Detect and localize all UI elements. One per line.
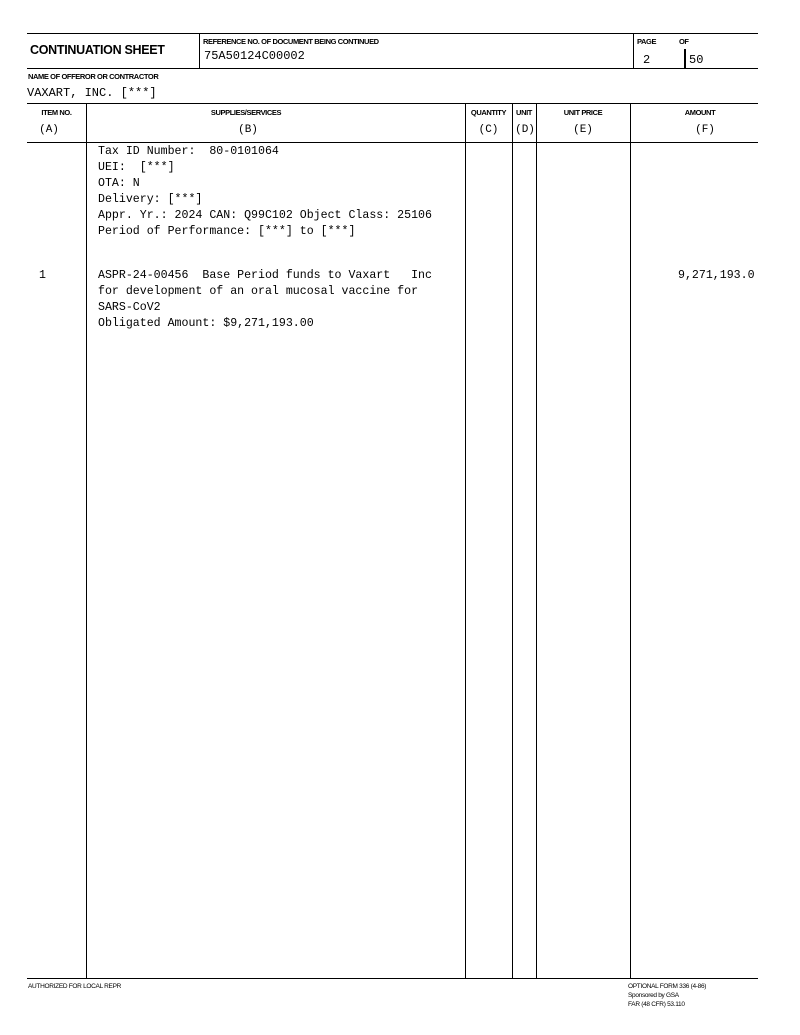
- ota-line: OTA: N: [98, 177, 140, 190]
- reference-number: 75A50124C00002: [204, 49, 305, 63]
- col-letter-c: (C): [478, 124, 499, 136]
- general-info-block: [98, 144, 432, 240]
- page-of-divider: [684, 49, 686, 68]
- col-letter-d: (D): [515, 124, 535, 136]
- offeror-name: VAXART, INC. [***]: [27, 86, 157, 100]
- page-number: 2: [643, 53, 651, 67]
- offeror-label: NAME OF OFFEROR OR CONTRACTOR: [28, 72, 159, 81]
- footer-far-reference: FAR (48 CFR) 53.110: [628, 1001, 685, 1008]
- col-heading-amount: AMOUNT: [684, 108, 716, 117]
- appropriation-line: Appr. Yr.: 2024 CAN: Q99C102 Object Class: 25106: [98, 209, 432, 222]
- uei-line: UEI: [***]: [98, 161, 175, 174]
- header-bottom-border: [27, 68, 758, 69]
- line-item-description: [98, 268, 432, 332]
- page-total: 50: [689, 53, 704, 67]
- col-letter-e: (E): [573, 124, 593, 136]
- delivery-line: Delivery: [***]: [98, 193, 203, 206]
- line-item-description-line: ASPR-24-00456 Base Period funds to Vaxart Inc: [98, 269, 432, 282]
- col-heading-unit-price: UNIT PRICE: [563, 108, 603, 117]
- column-divider-e-f: [630, 103, 631, 978]
- column-divider-a-b: [86, 103, 87, 978]
- form-bottom-border: [27, 978, 758, 979]
- footer-form-info: [628, 982, 706, 1009]
- column-divider-b-c: [465, 103, 466, 978]
- header-divider-2: [633, 33, 634, 68]
- columns-top-border: [27, 103, 758, 104]
- col-heading-quantity: QUANTITY: [470, 108, 507, 117]
- column-divider-d-e: [536, 103, 537, 978]
- col-heading-item-no: ITEM NO.: [41, 108, 72, 117]
- form-title: CONTINUATION SHEET: [30, 43, 165, 57]
- obligated-amount-line: Obligated Amount: $9,271,193.00: [98, 317, 314, 330]
- footer-authorized: AUTHORIZED FOR LOCAL REPR: [28, 983, 122, 990]
- line-item-number: 1: [39, 269, 46, 282]
- line-item-description-line: SARS-CoV2: [98, 301, 161, 314]
- form-top-border: [27, 33, 758, 34]
- of-label: OF: [679, 37, 689, 46]
- header-divider-1: [199, 33, 200, 68]
- col-letter-b: (B): [238, 124, 258, 136]
- col-letter-f: (F): [695, 124, 715, 136]
- reference-label: REFERENCE NO. OF DOCUMENT BEING CONTINUED: [203, 37, 379, 46]
- footer-form-number: OPTIONAL FORM 336 (4-86): [628, 983, 707, 990]
- col-letter-a: (A): [39, 124, 59, 136]
- columns-header-bottom-border: [27, 142, 758, 143]
- period-of-performance-line: Period of Performance: [***] to [***]: [98, 225, 356, 238]
- column-divider-c-d: [512, 103, 513, 978]
- line-item-description-line: for development of an oral mucosal vaccine for: [98, 285, 419, 298]
- footer-sponsor: Sponsored by GSA: [628, 992, 679, 999]
- col-heading-unit: UNIT: [516, 108, 532, 117]
- line-item-amount: 9,271,193.0: [678, 269, 755, 282]
- page-label: PAGE: [637, 37, 657, 46]
- col-heading-supplies: SUPPLIES/SERVICES: [210, 108, 282, 117]
- tax-id-line: Tax ID Number: 80-0101064: [98, 145, 279, 158]
